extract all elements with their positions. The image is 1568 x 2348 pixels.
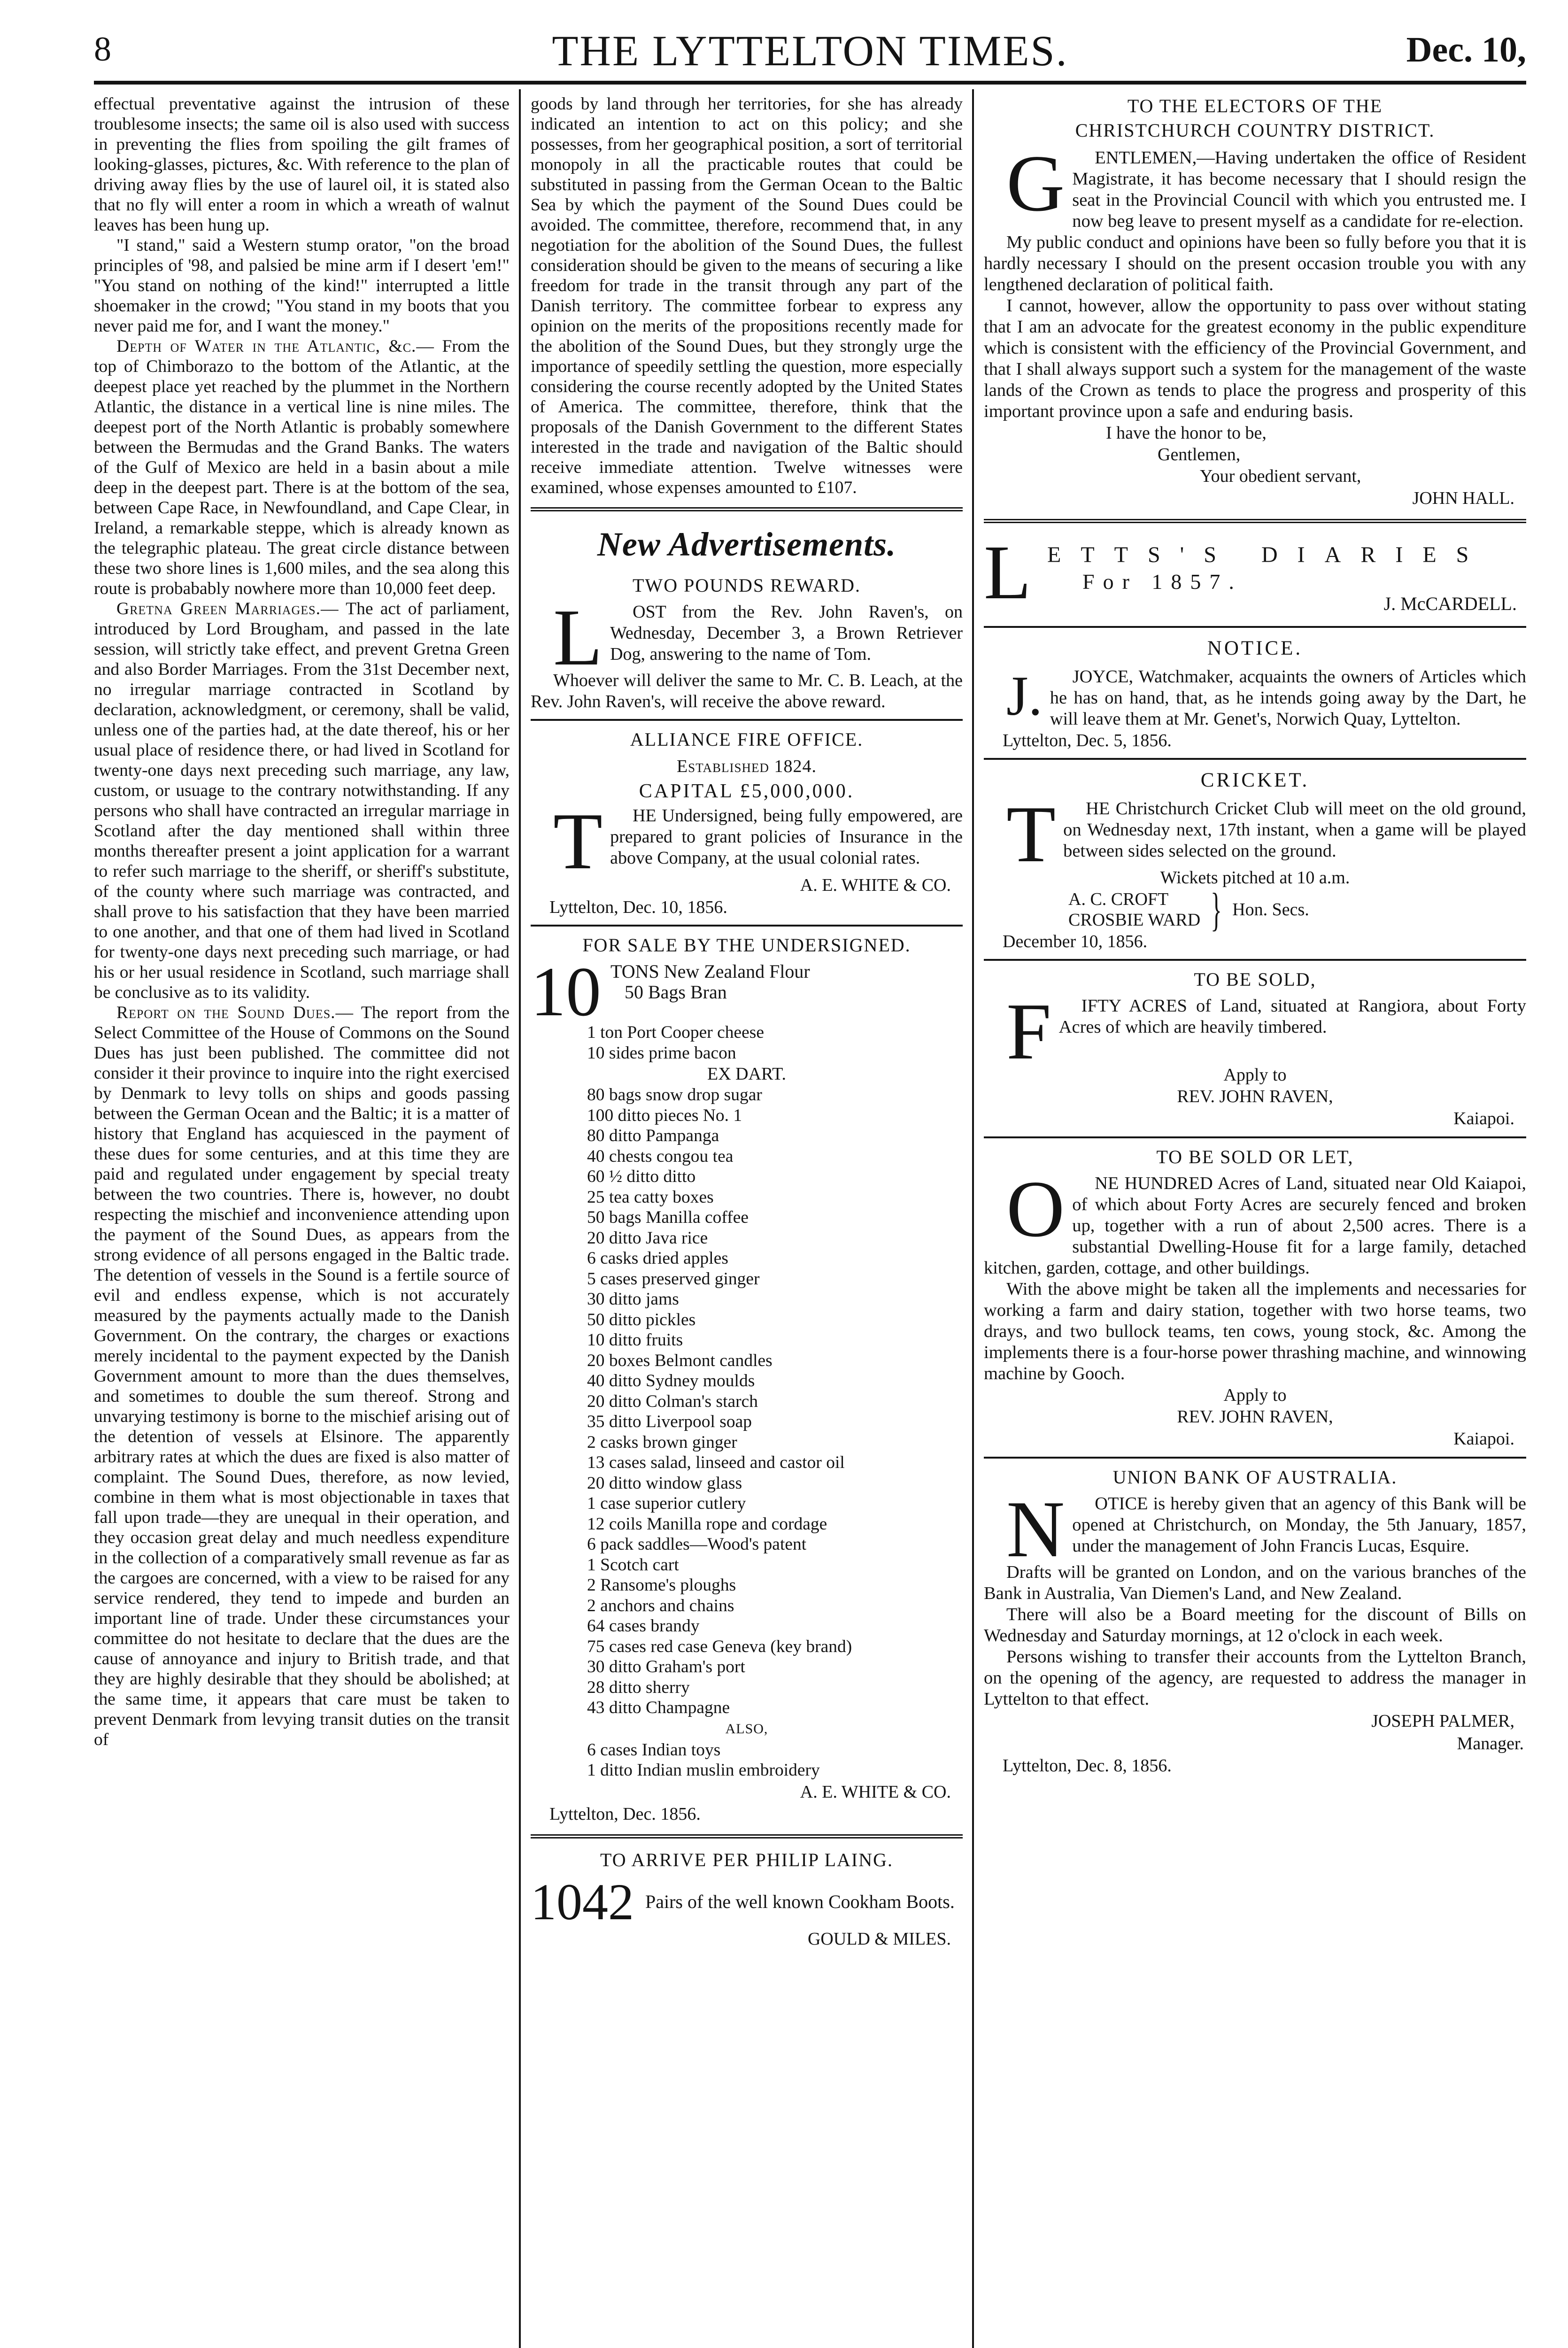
ad-heading: TO BE SOLD OR LET, — [1156, 1146, 1354, 1167]
ad-rule — [531, 719, 963, 721]
ad-place: Kaiapoi. — [1453, 1109, 1514, 1128]
ad-capital: CAPITAL £5,000,000. — [639, 780, 855, 802]
ad-to-arrive — [531, 1848, 963, 1950]
ad-notice-joyce — [984, 634, 1526, 751]
ad-date: December 10, 1856. — [1003, 932, 1148, 951]
ad-text: Whoever will deliver the same to Mr. C. B. Leach, at the Rev. John Raven's, will receive the above reward. — [531, 671, 963, 711]
list-item: 25 tea catty boxes — [587, 1187, 714, 1207]
list-item: 100 ditto pieces No. 1 — [587, 1105, 742, 1125]
list-item: 1 case superior cutlery — [587, 1494, 746, 1513]
sale-items — [531, 1085, 963, 1718]
ad-text: OTICE is hereby given that an agency of this Bank will be opened at Christchurch, on Monday, the 5th January, 1857, under the management of John Francis Lucas, Esquire. — [1072, 1494, 1526, 1556]
list-item: 2 casks brown ginger — [587, 1432, 737, 1452]
masthead-rule — [94, 81, 1526, 85]
list-item: 20 ditto Colman's starch — [587, 1391, 758, 1411]
list-item: 30 ditto jams — [587, 1290, 679, 1309]
ad-text: With the above might be taken all the implements and necessaries for working a farm and dairy station, together with two horse teams, two drays, and two bullock teams, ten cows, young stock, &c. Among the implements there is a four-horse power thrashing machine, and winnowing machine by Gooch. — [984, 1279, 1526, 1383]
ad-heading: CHRISTCHURCH COUNTRY DISTRICT. — [1075, 120, 1435, 141]
ad-cricket — [984, 766, 1526, 952]
ad-rule — [531, 1834, 963, 1838]
ad-sold-or-let — [984, 1145, 1526, 1450]
ad-text: ETTS'S DIARIES — [1047, 542, 1489, 567]
list-item: 20 ditto window glass — [587, 1473, 742, 1493]
article-body: The report from the Select Committee of the House of Commons on the Sound Dues has just been published. The committee did not consider it their province to inquire into the right exercised by Denmark to levy tolls on ships and goods passing between the German Ocean and the Baltic; it is a matter of history that England has acquiesced in the payment of these dues for some centuries, and at this time they are paid and regulated under engagement by special treaty between the two countries. There is, however, no doubt respecting the mischief and inconvenience attending upon the payment of the Sound Dues, as appears from the strong evidence of all persons engaged in the Baltic trade. The detention of vessels in the Sound is a fertile source of evil and endless expense, which is not accurately measured by the payments actually made to the Danish Government. On the contrary, the charges or exactions merely incidental to the payment expected by the Danish Government amount to more than the dues themselves, and sometimes to double the sum thereof. Strong and unvarying testimony is borne to the mischief arising out of the detention of vessels at Elsinore. The apparently arbitrary rates at which the dues are fixed is also matter of complaint. The Sound Dues, therefore, as now levied, combine in them what is most objectionable in taxes that fall upon trade—they are unequal in their operation, and they occasion great delay and much needless expenditure in the collection of a comparatively small revenue as far as the cargoes are concerned, with a view to be raised for any service rendered, they tend to impede and burden an important line of trade. Under these circumstances your committee do not hesitate to declare that the dues are the cause of annoyance and injury to British trade, and that they are highly desirable that they should be abolished; at the same time, it appears that care must be taken to prevent Denmark from levying transit duties on the transit of — [94, 1003, 510, 1749]
article-atlantic-depth — [94, 336, 510, 599]
ad-heading: UNION BANK OF AUSTRALIA. — [1112, 1467, 1398, 1488]
drop-cap: L — [984, 529, 1031, 615]
list-item: 1 Scotch cart — [587, 1555, 679, 1575]
ad-rule — [984, 1457, 1526, 1459]
ad-alliance-fire — [531, 727, 963, 918]
ad-rule — [984, 519, 1526, 523]
list-item: 75 cases red case Geneva (key brand) — [587, 1637, 852, 1656]
ad-to-be-sold — [984, 967, 1526, 1130]
list-item: 6 pack saddles—Wood's patent — [587, 1535, 807, 1554]
flour-block — [531, 953, 963, 1031]
ex-dart-heading: EX DART. — [707, 1064, 786, 1084]
ad-text: For 1857. — [1082, 570, 1243, 594]
list-item: 10 sides prime bacon — [587, 1043, 736, 1063]
ad-body — [984, 666, 1526, 730]
page-number: 8 — [94, 30, 111, 69]
article-heading: Gretna Green Marriages.— — [116, 599, 339, 618]
ad-body — [984, 1485, 1526, 1574]
ad-text: HE Undersigned, being fully empowered, are prepared to grant policies of Insurance in the above Company, at the usual colonial rates. — [610, 806, 963, 868]
ad-text: NE HUNDRED Acres of Land, situated near Old Kaiapoi, of which about Forty Acres are securely fenced and broken up, together with a run of about 2,500 acres. There is a substantial Dwelling-House fit for a large family, detached kitchen, garden, cottage, and other buildings. — [984, 1174, 1526, 1278]
ad-rule — [984, 758, 1526, 760]
list-item: 1 ton Port Cooper cheese — [587, 1023, 764, 1042]
ad-text: Drafts will be granted on London, and on the various branches of the Bank in Australia, Van Diemen's Land, and New Zealand. — [984, 1562, 1526, 1603]
ad-for-sale — [531, 933, 963, 1825]
drop-cap: N — [1006, 1485, 1065, 1574]
ad-text: My public conduct and opinions have been so fully before you that it is hardly necessary I should on the present occasion trouble you with any lengthened declaration of political faith. — [984, 232, 1526, 294]
ad-electors — [984, 94, 1526, 510]
hon-secs — [984, 883, 1526, 935]
boots-block — [531, 1873, 963, 1931]
ad-text: I cannot, however, allow the opportunity to pass over without stating that I am an advocate for the greatest economy in the public expenditure which is consistent with the efficiency of the Provincial Government, and that I shall always support such a system for the management of the waste lands of the Crown as tends to place the progress and prosperity of this important province upon a safe and enduring basis. — [984, 296, 1526, 421]
flour-extra — [531, 1022, 963, 1063]
article-heading: Report on the Sound Dues.— — [116, 1003, 354, 1022]
ad-heading: TWO POUNDS REWARD. — [633, 575, 861, 596]
sec-name: CROSBIE WARD — [1068, 910, 1201, 930]
column-rule-1 — [519, 89, 521, 2348]
drop-cap: L — [553, 593, 603, 682]
big-number: 10 — [531, 953, 601, 1031]
ad-rule — [984, 1136, 1526, 1138]
ad-title: Manager. — [1457, 1734, 1524, 1753]
list-item: 64 cases brandy — [587, 1616, 700, 1636]
ad-signature: A. E. WHITE & CO. — [800, 875, 951, 895]
list-item: 20 boxes Belmont candles — [587, 1351, 772, 1370]
issue-date: Dec. 10, — [1406, 30, 1526, 70]
list-item: 10 ditto fruits — [587, 1330, 683, 1350]
list-item: 40 chests congou tea — [587, 1146, 734, 1166]
column-3 — [984, 94, 1526, 2348]
list-item: 12 coils Manilla rope and cordage — [587, 1514, 827, 1534]
list-item: 50 bags Manilla coffee — [587, 1208, 749, 1227]
ad-body — [531, 593, 963, 682]
ad-rule — [531, 925, 963, 927]
ad-body — [984, 139, 1526, 232]
also-items — [531, 1740, 963, 1781]
list-item: 43 ditto Champagne — [587, 1698, 730, 1717]
closing: Gentlemen, — [1158, 445, 1241, 464]
list-item: 35 ditto Liverpool soap — [587, 1412, 752, 1431]
ad-heading: ALLIANCE FIRE OFFICE. — [630, 729, 864, 750]
masthead — [94, 26, 1526, 75]
list-item: 2 anchors and chains — [587, 1596, 734, 1615]
ad-letts-diaries — [984, 529, 1526, 619]
ad-place-date: Lyttelton, Dec. 1856. — [549, 1804, 701, 1824]
brace-glyph: } — [1211, 883, 1222, 935]
ad-text: Pairs of the well known Cookham Boots. — [645, 1891, 955, 1912]
ad-heading: TO THE ELECTORS OF THE — [1127, 95, 1383, 116]
ad-signature: GOULD & MILES. — [807, 1929, 951, 1949]
ad-text: There will also be a Board meeting for the discount of Bills on Wednesday and Saturday mornings, at 12 o'clock in each week. — [984, 1605, 1526, 1645]
drop-cap: J. — [1006, 664, 1043, 727]
ad-text: ENTLEMEN,—Having undertaken the office of Resident Magistrate, it has become necessary that I should resign the seat in the Provincial Council with which you entrusted me. I now beg leave to present myself as a candidate for re-election. — [1072, 148, 1526, 231]
list-item: 80 ditto Pampanga — [587, 1126, 719, 1145]
also-heading: ALSO, — [725, 1721, 768, 1737]
drop-cap: O — [1006, 1165, 1065, 1254]
list-item: 80 bags snow drop sugar — [587, 1085, 762, 1104]
list-item: 60 ½ ditto ditto — [587, 1167, 696, 1186]
ad-reward — [531, 573, 963, 712]
article-body: From the top of Chimborazo to the bottom of the Atlantic, at the deepest place yet reached by the plummet in the Northern Atlantic, the distance in a vertical line is nine miles. The deepest port of the North Atlantic is probably somewhere between the Bermudas and the Grand Banks. The waters of the Gulf of Mexico are held in a basin about a mile deep in the deepest part. There is at the bottom of the sea, between Cape Race, in Newfoundland, and Cape Clear, in Ireland, a remarkable steppe, which is already known as the telegraphic plateau. The great circle distance between these two shore lines is 1,600 miles, and the sea along this route is probabably nowhere more than 10,000 feet deep. — [94, 337, 510, 598]
article-stump-orator: "I stand," said a Western stump orator, "on the broad principles of '98, and palsied be mine arm if I desert 'em!" "You stand on nothing of the kind!" interrupted a little shoemaker in the crowd; "You stand in my boots that you never paid me for, and I want the money." — [94, 236, 510, 336]
list-item: 20 ditto Java rice — [587, 1228, 708, 1248]
hon-title: Hon. Secs. — [1232, 900, 1309, 919]
drop-cap: F — [1006, 987, 1051, 1076]
big-number: 1042 — [531, 1873, 634, 1931]
list-item: 2 Ransome's ploughs — [587, 1576, 736, 1595]
drop-cap: G — [1006, 139, 1065, 228]
article-body: The act of parliament, introduced by Lord Brougham, and passed in the late session, will strictly take effect, and prevent Gretna Green and also Border Marriages. From the 31st December next, no irregular marriage contracted in Scotland by declaration, acknowledgment, or ceremony, shall be valid, unless one of the parties had, at the date thereof, his or her usual place of residence there, or had lived in Scotland for twenty-one days next preceding such marriage, any law, custom, or usuage to the contrary notwithstanding. If any persons who shall have contracted an irregular marriage in Scotland after the day mentioned shall within three months thereafter present a joint application for a warrant to refer such marriage to the sheriff, or sheriff's substitute, of the county where such marriage was contracted, and shall prove to his satisfaction that they have been married to one another, and that one of them had lived in Scotland for twenty-one days next preceding such marriage, or had his or her usual residence in Scotland, such marriage shall be conclusive as to its validity. — [94, 599, 510, 1002]
list-item: 1 ditto Indian muslin embroidery — [587, 1761, 820, 1780]
column-rule-2 — [972, 89, 974, 2348]
drop-cap: T — [1006, 790, 1056, 879]
flour-lines — [610, 961, 810, 1003]
sec-name: A. C. CROFT — [1068, 889, 1169, 909]
list-item: 50 ditto pickles — [587, 1310, 696, 1329]
new-advertisements-heading: New Advertisements. — [597, 525, 896, 563]
ad-place-date: Lyttelton, Dec. 10, 1856. — [549, 897, 727, 917]
ad-apply: Apply to — [1223, 1065, 1287, 1085]
list-item: 6 casks dried apples — [587, 1249, 728, 1268]
article-sound-dues — [94, 1003, 510, 1750]
list-item: 50 Bags Bran — [625, 981, 727, 1003]
column-1 — [94, 94, 510, 2348]
ad-rule — [984, 959, 1526, 961]
ad-wickets: Wickets pitched at 10 a.m. — [1160, 868, 1350, 888]
article-insects: effectual preventative against the intrusion of these troublesome insects; the same oil is also used with success in preventing the flies from spoiling the gilt frames of looking-glasses, pictures, &c. With reference to the plan of driving away flies by the use of laurel oil, it is stated also that no fly will enter a room in which a wreath of walnut leaves has been hung up. — [94, 94, 510, 235]
ad-name: REV. JOHN RAVEN, — [1177, 1087, 1333, 1106]
ad-body — [984, 1165, 1526, 1279]
ad-signature: J. McCARDELL. — [1383, 593, 1517, 614]
list-item: 30 ditto Graham's port — [587, 1657, 745, 1676]
ad-heading: NOTICE. — [1207, 637, 1303, 659]
ad-text: JOYCE, Watchmaker, acquaints the owners of Articles which he has on hand, that, as he intends going away by the Dart, he will leave them at Mr. Genet's, Norwich Quay, Lyttelton. — [1050, 667, 1526, 729]
list-item: TONS New Zealand Flour — [610, 961, 810, 982]
ad-apply: Apply to — [1223, 1385, 1287, 1405]
ad-heading: CRICKET. — [1200, 769, 1310, 791]
article-sound-dues-continued: goods by land through her territories, for she has already indicated an intention to act on this policy; and she possesses, from her geographical position, a sort of territorial monopoly in all the practicable routes that could be substituted in passing from the German Ocean to the Baltic Sea by which the payment of the Sound Dues could be avoided. The committee, therefore, recommend that, in any negotiation for the abolition of the Sound Dues, the fullest consideration should be given to the means of securing a like freedom for trade in the transit through any part of the Danish territory. The committee forbear to express any opinion on the merits of the propositions recently made for the abolition of the Sound Dues, but they strongly urge the importance of speedily settling the question, more especially considering the course recently adopted by the United States of America. The committee, therefore, think that the proposals of the Danish Government to the different States interested in the trade and navigation of the Baltic should receive immediate attention. Twelve witnesses were examined, whose expenses amounted to £107. — [531, 94, 963, 497]
ad-text: HE Christchurch Cricket Club will meet on the old ground, on Wednesday next, 17th instant, when a game will be played between sides selected on the ground. — [1063, 799, 1526, 861]
list-item: 28 ditto sherry — [587, 1677, 690, 1697]
ad-text: IFTY ACRES of Land, situated at Rangiora, about Forty Acres of which are heavily timbered. — [1058, 996, 1526, 1037]
newspaper-title: THE LYTTELTON TIMES. — [552, 27, 1068, 75]
list-item: 13 cases salad, linseed and castor oil — [587, 1453, 845, 1472]
ad-signature: JOHN HALL. — [1412, 488, 1514, 508]
ad-place-date: Lyttelton, Dec. 5, 1856. — [1003, 731, 1172, 750]
column-2 — [531, 94, 963, 2348]
ad-rule — [984, 626, 1526, 628]
article-gretna-green — [94, 599, 510, 1003]
section-rule — [531, 507, 963, 511]
list-item: 6 cases Indian toys — [587, 1740, 721, 1760]
ad-union-bank — [984, 1465, 1526, 1776]
list-item: 40 ditto Sydney moulds — [587, 1371, 755, 1390]
ad-established: Established 1824. — [676, 757, 817, 776]
ad-heading: TO BE SOLD, — [1194, 969, 1316, 990]
closing: Your obedient servant, — [1200, 466, 1361, 486]
ad-signature: A. E. WHITE & CO. — [800, 1782, 951, 1802]
ad-text: OST from the Rev. John Raven's, on Wednesday, December 3, a Brown Retriever Dog, answering to the name of Tom. — [610, 602, 963, 664]
ad-heading: TO ARRIVE PER PHILIP LAING. — [600, 1849, 894, 1870]
ad-signature: JOSEPH PALMER, — [1371, 1711, 1514, 1731]
ad-heading: FOR SALE BY THE UNDERSIGNED. — [582, 935, 911, 956]
ad-text: Persons wishing to transfer their accounts from the Lyttelton Branch, on the opening of the agency, are requested to address the manager in Lyttelton to that effect. — [984, 1647, 1526, 1709]
drop-cap: T — [553, 797, 603, 886]
ad-name: REV. JOHN RAVEN, — [1177, 1407, 1333, 1427]
ad-place: Kaiapoi. — [1453, 1429, 1514, 1449]
sec-names — [1068, 889, 1200, 930]
closing: I have the honor to be, — [1106, 423, 1267, 443]
article-heading: Depth of Water in the Atlantic, &c.— — [116, 337, 434, 356]
list-item: 5 cases preserved ginger — [587, 1269, 760, 1289]
ad-place-date: Lyttelton, Dec. 8, 1856. — [1003, 1756, 1172, 1776]
